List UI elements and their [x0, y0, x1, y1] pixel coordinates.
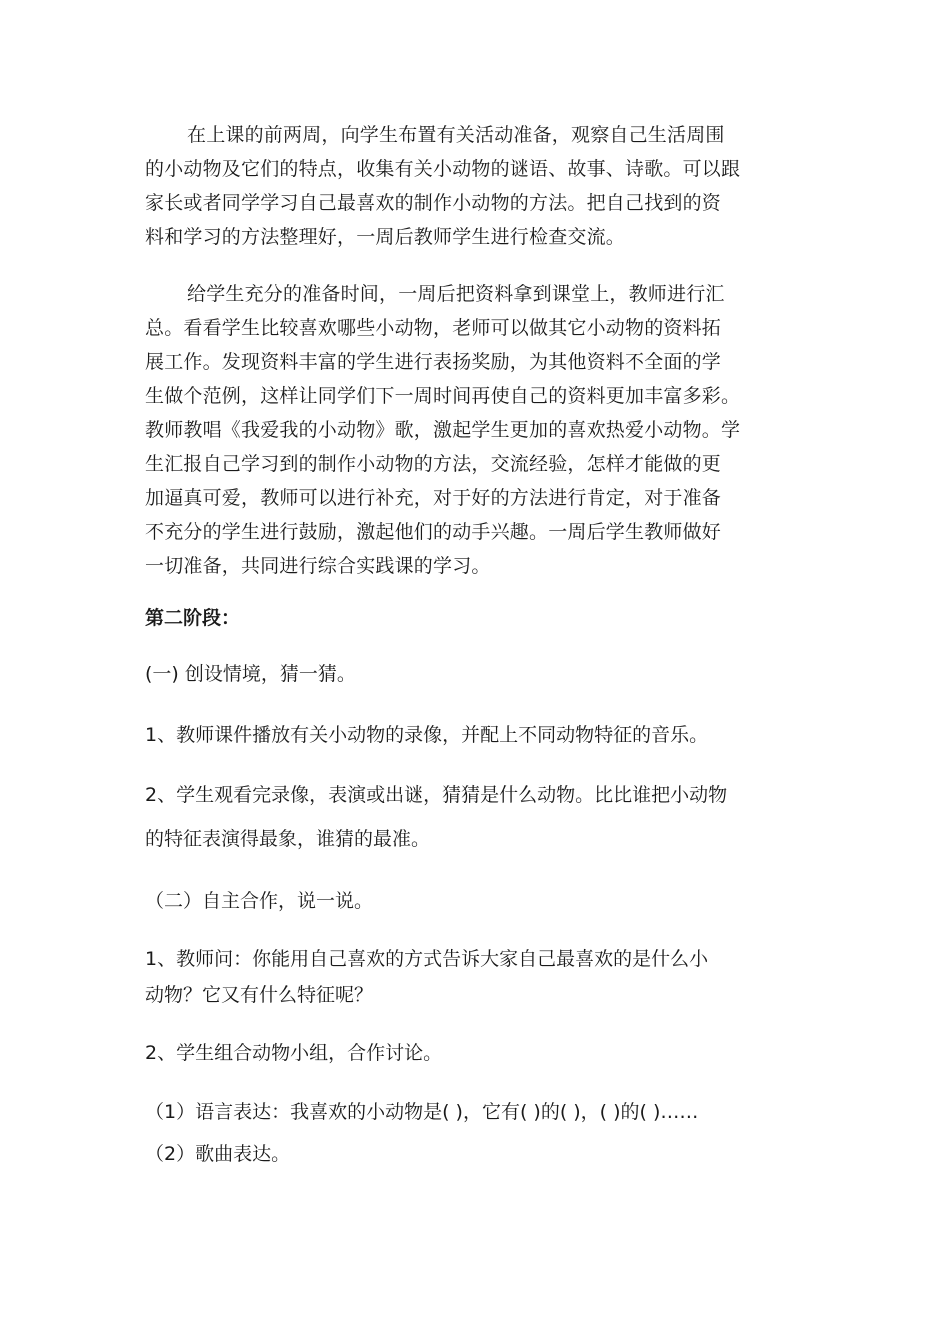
- paragraph-line: 在上课的前两周，向学生布置有关活动准备，观察自己生活周围: [187, 124, 725, 146]
- paragraph-line: 展工作。发现资料丰富的学生进行表扬奖励，为其他资料不全面的学: [145, 351, 722, 373]
- paragraph-line: 生做个范例，这样让同学们下一周时间再使自己的资料更加丰富多彩。: [145, 385, 741, 407]
- paragraph-line: 生汇报自己学习到的制作小动物的方法，交流经验，怎样才能做的更: [145, 453, 722, 475]
- paragraph-line: 料和学习的方法整理好，一周后教师学生进行检查交流。: [145, 226, 626, 248]
- paragraph-line: 总。看看学生比较喜欢哪些小动物，老师可以做其它小动物的资料拓: [145, 317, 722, 339]
- paragraph-line: 的小动物及它们的特点，收集有关小动物的谜语、故事、诗歌。可以跟: [145, 158, 741, 180]
- paragraph-line: 给学生充分的准备时间，一周后把资料拿到课堂上，教师进行汇: [187, 283, 725, 305]
- paragraph-line: 家长或者同学学习自己最喜欢的制作小动物的方法。把自己找到的资: [145, 192, 722, 214]
- section-two-title: （二）自主合作，说一说。: [145, 890, 374, 912]
- paragraph-preparation-time: [145, 277, 815, 583]
- section-one-item-2-line-2: 的特征表演得最象，谁猜的最准。: [145, 828, 431, 850]
- paragraph-line: 一切准备，共同进行综合实践课的学习。: [145, 555, 491, 577]
- section-one-item-2-line-1: 2、学生观看完录像，表演或出谜，猜猜是什么动物。比比谁把小动物: [145, 784, 728, 806]
- section-one-item-1: 1、教师课件播放有关小动物的录像，并配上不同动物特征的音乐。: [145, 724, 709, 746]
- section-one-title: (一) 创设情境，猜一猜。: [145, 663, 356, 685]
- section-two-item-1-line-2: 动物？它又有什么特征呢？: [145, 984, 374, 1006]
- paragraph-line: 不充分的学生进行鼓励，激起他们的动手兴趣。一周后学生教师做好: [145, 521, 722, 543]
- paragraph-preparation: [145, 118, 815, 254]
- section-two-sub-item-2: （2）歌曲表达。: [145, 1143, 291, 1165]
- section-two-item-2: 2、学生组合动物小组，合作讨论。: [145, 1042, 443, 1064]
- paragraph-line: 加逼真可爱，教师可以进行补充，对于好的方法进行肯定，对于准备: [145, 487, 722, 509]
- paragraph-line: 教师教唱《我爱我的小动物》歌，激起学生更加的喜欢热爱小动物。学: [145, 419, 741, 441]
- section-two-sub-item-1: （1）语言表达：我喜欢的小动物是( )，它有( )的( )，( )的( )……: [145, 1101, 699, 1123]
- stage-two-heading: 第二阶段：: [145, 607, 241, 629]
- section-two-item-1-line-1: 1、教师问：你能用自己喜欢的方式告诉大家自己最喜欢的是什么小: [145, 948, 709, 970]
